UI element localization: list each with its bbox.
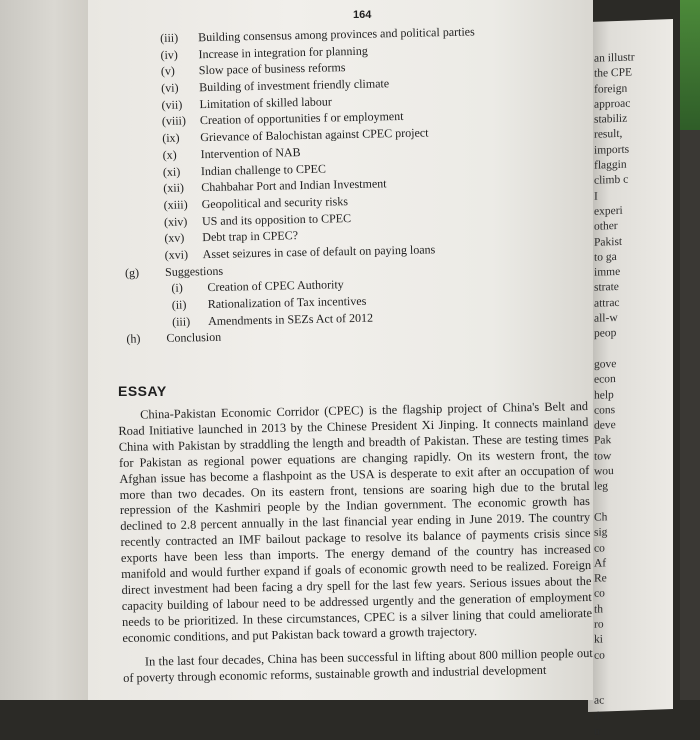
outline-item-number: (xii)	[163, 180, 185, 196]
adjacent-page-fragment: approac	[594, 97, 631, 111]
adjacent-page-fragment: strate	[594, 281, 619, 295]
outline-item-number: (vii)	[161, 97, 183, 112]
outline-section-label: (g)	[124, 265, 140, 280]
outline-item-text: Rationalization of Tax incentives	[207, 293, 367, 312]
outline-item-text: Amendments in SEZs Act of 2012	[207, 310, 374, 328]
outline-item-text: Chahbahar Port and Indian Investment	[201, 176, 387, 195]
adjacent-page-fragment: help	[594, 388, 614, 402]
outline-item-text: Geopolitical and security risks	[201, 193, 349, 212]
outline-item-text: Building consensus among provinces and political parties	[198, 24, 475, 45]
adjacent-page-fragment	[594, 341, 635, 358]
background-left	[0, 0, 90, 700]
essay-paragraph: China-Pakistan Economic Corridor (CPEC) is the flagship project of China's Belt and Road Initiative launched in 2013 by the Chinese President Xi Jinping. It connects mainland China with Pakistan by straddling the length and breadth of Pakistan. These are testing times for Pakistan as regional power equations are changing rapidly. On its western front, the Afghan issue has become a flashpoint as the USA is desperate to exit after an occupation of more than two decades. On its eastern front, tensions are soaring high due to the brutal repression of the Kashmiri people by the Indian government. The economic growth has declined to 2.8 percent annually in the last financial year ending in June 2019. The country recently contracted an IMF bailout package to resolve its balance of payments crisis since exports have been less than imports. The energy demand of the country has increased manifold and would further expand if goals of economic growth need to be realized. Foreign direct investment had been facing a dry spell for the last few years. Serious issues about the capacity building of labour need to be addressed urgently and the generation of employment needs to be prioritized. In these circumstances, CPEC is a silver lining that could ameliorate economic conditions, and put Pakistan back toward a growth trajectory.	[118, 398, 593, 645]
outline-item-number: (xiii)	[163, 197, 188, 212]
adjacent-page-fragment: th	[594, 710, 603, 723]
adjacent-page-fragment: experi	[594, 204, 623, 218]
outline-item-number: (xv)	[164, 230, 185, 246]
adjacent-page-fragment: Pak	[594, 434, 612, 448]
background-right	[680, 130, 700, 700]
adjacent-page-fragment: co	[594, 541, 605, 555]
adjacent-page-fragment: flaggin	[594, 158, 627, 172]
adjacent-page-fragment: ro	[594, 618, 604, 631]
adjacent-page-fragment: stabiliz	[594, 112, 628, 126]
outline-item-number: (iii)	[171, 314, 191, 329]
adjacent-page-fragment: leg	[594, 480, 609, 494]
adjacent-page-fragment: to ga	[594, 250, 617, 264]
outline-item-number: (xiv)	[163, 214, 188, 229]
adjacent-page-fragment: ac	[594, 694, 605, 708]
adjacent-page-fragment: the CPE	[594, 66, 633, 81]
adjacent-page-fragment: th	[594, 603, 603, 616]
outline-item-number: (iv)	[160, 47, 178, 62]
adjacent-page-fragment: co	[594, 648, 605, 662]
outline-item-number: (ii)	[171, 297, 187, 312]
adjacent-page-fragment: Af	[594, 557, 607, 570]
outline-item-text: Creation of opportunities f or employment	[199, 109, 404, 128]
adjacent-page-fragment: co	[594, 587, 605, 601]
outline-item-text: Building of investment friendly climate	[199, 76, 390, 95]
outline-item-number: (viii)	[161, 113, 187, 129]
essay-heading: ESSAY	[118, 383, 167, 399]
adjacent-page-fragment: Ch	[594, 511, 608, 524]
adjacent-page-fragment: result,	[594, 128, 623, 142]
outline-item-number: (i)	[171, 280, 183, 296]
outline-item-text: Asset seizures in case of default on paying loans	[202, 242, 436, 262]
outline-item-number: (xi)	[162, 164, 181, 179]
adjacent-page-fragment: all-w	[594, 312, 618, 325]
adjacent-page-fragment: deve	[594, 419, 616, 432]
outline-item-number: (ix)	[162, 130, 180, 146]
adjacent-page-fragment: ki	[594, 633, 603, 647]
essay-body	[118, 399, 593, 694]
adjacent-page-fragment: I	[594, 190, 598, 203]
adjacent-page-fragment: Re	[594, 572, 607, 585]
outline-item-text: Indian challenge to CPEC	[200, 161, 327, 178]
outline-item-text: Grievance of Balochistan against CPEC project	[200, 125, 429, 145]
adjacent-page-fragment: wou	[594, 465, 614, 478]
adjacent-page	[588, 19, 673, 738]
outline-item-number: (xvi)	[164, 247, 189, 262]
essay-paragraph: In the last four decades, China has been successful in lifting about 800 million people out of poverty through economic reforms, sustainable growth and industrial development	[123, 645, 593, 685]
outline-item-number: (v)	[160, 64, 176, 79]
adjacent-page-fragment: gove	[594, 357, 617, 371]
outline-item-number: (vi)	[161, 80, 179, 96]
essay-outline	[124, 21, 587, 347]
outline-section-label: (h)	[126, 331, 141, 347]
adjacent-page-fragment: econ	[594, 373, 616, 387]
adjacent-page-fragment: tow	[594, 449, 612, 463]
outline-item-text: Increase in integration for planning	[198, 43, 368, 61]
outline-item-number: (x)	[162, 147, 177, 162]
adjacent-page-fragment: Pakist	[594, 235, 623, 249]
adjacent-page-fragment	[594, 494, 635, 511]
outline-item-text: Debt trap in CPEC?	[202, 228, 299, 245]
book-page	[88, 0, 593, 700]
outline-item-text: Limitation of skilled labour	[199, 94, 332, 111]
outline-item-text: US and its opposition to CPEC	[201, 210, 352, 228]
adjacent-page-fragment: foreign	[594, 82, 628, 96]
adjacent-page-fragment: other	[594, 220, 618, 234]
adjacent-page-text	[594, 50, 635, 740]
adjacent-page-fragment	[594, 678, 635, 695]
adjacent-page-fragment: sig	[594, 526, 608, 539]
background-green-object	[680, 0, 700, 130]
page-number: 164	[353, 9, 372, 21]
adjacent-page-fragment: climb c	[594, 173, 629, 188]
adjacent-page-fragment: an illustr	[594, 51, 635, 65]
adjacent-page-fragment: cons	[594, 403, 616, 417]
outline-section-title: Conclusion	[166, 330, 222, 346]
adjacent-page-fragment: peop	[594, 327, 617, 341]
outline-item-text: Slow pace of business reforms	[198, 60, 346, 78]
outline-section-title: Suggestions	[164, 263, 224, 279]
adjacent-page-fragment: tr	[594, 725, 602, 738]
adjacent-page-fragment: attrac	[594, 296, 620, 310]
outline-item-text: Creation of CPEC Authority	[207, 277, 344, 295]
adjacent-page-fragment: imme	[594, 266, 621, 279]
outline-item-number: (iii)	[160, 30, 179, 45]
adjacent-page-fragment: imports	[594, 143, 630, 157]
outline-item-text: Intervention of NAB	[200, 144, 301, 161]
adjacent-page-fragment	[594, 662, 635, 679]
